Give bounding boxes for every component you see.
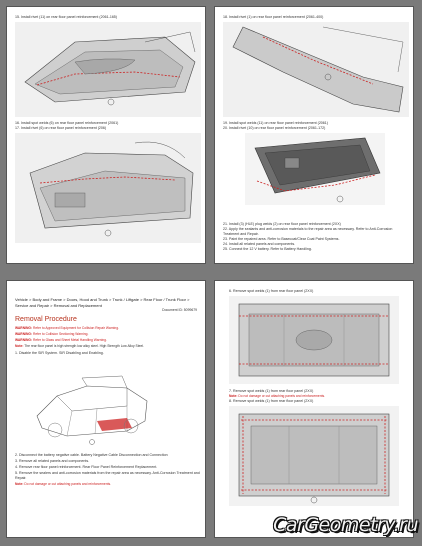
warning-text[interactable]: Refer to Glass and Sheet Metal Handling Warning.	[32, 338, 107, 342]
note-1	[15, 344, 144, 348]
floor-weld-bottom-illustration	[229, 406, 399, 506]
warning-3	[15, 338, 107, 342]
step-3: 3. Remove all related panels and components.	[15, 459, 90, 463]
note-text: Do not damage or cut attaching panels and reinforcements.	[238, 394, 326, 398]
warning-2	[15, 332, 88, 336]
car-body-illustration	[27, 366, 157, 446]
step-7: 7. Remove spot welds (1) from rear floor panel (2XX)	[229, 389, 314, 393]
manual-page-2	[214, 6, 414, 264]
step-6: 6. Remove spot welds (1) from rear floor panel (2XX)	[229, 289, 314, 293]
note-2	[15, 482, 111, 486]
manual-page-3	[6, 280, 206, 538]
note-label: Note:	[229, 394, 238, 398]
step-25: 25. Connect the 12 V battery. Refer to Battery Handling.	[223, 247, 312, 251]
page-title: Removal Procedure	[15, 316, 77, 323]
step-2: 2. Disconnect the battery negative cable. Battery Negative Cable Disconnection and Connection	[15, 453, 168, 457]
rear-floor-illustration	[15, 22, 201, 117]
step-24: 24. Install all related panels and components.	[223, 242, 296, 246]
site-watermark: CarGeometry.ru	[273, 514, 418, 536]
warning-label: WARNING:	[15, 332, 33, 336]
step-5: 5. Remove the sealers and anti-corrosion materials from the repair area as necessary. Anti-Corrosion Treatment and Repair.	[15, 471, 200, 480]
step-8: 8. Remove spot welds (1) from rear floor panel (2XX)	[229, 399, 314, 403]
figure-rear-floor-reinforcement	[223, 22, 409, 117]
step-22: 22. Apply the sealants and anti-corrosion materials to the repair area as necessary. Refer to Anti-Corrosion Treatment and Repair.	[223, 227, 393, 236]
document-id: Document ID: 5099679	[162, 308, 197, 312]
note-text: The rear floor panel is high strength low alloy steel. High Strength Low Alloy Steel.	[24, 344, 144, 348]
note-label: Note:	[15, 344, 24, 348]
breadcrumb: Vehicle > Body and Frame > Doors, Hood and Trunk > Trunk / Liftgate > Rear Floor / Trunk Floor > Service and Repair > Removal and Replacement	[15, 297, 190, 308]
step-4: 4. Remove rear floor panel reinforcement. Rear Floor Panel Reinforcement Replacement.	[15, 465, 158, 469]
figure-rear-floor-side	[15, 133, 201, 243]
step-15: 15. Install rivet (11) on rear floor panel reinforcement (2061-165)	[15, 15, 118, 19]
warning-text[interactable]: Refer to Collision Sectioning Warning.	[32, 332, 89, 336]
step-20: 20. Install rivet (10) on rear floor panel reinforcement (2061-172)	[223, 126, 326, 130]
step-17: 17. Install rivet (6) on rear floor panel reinforcement (206)	[15, 126, 107, 130]
floor-panel-illustration	[245, 133, 385, 205]
warning-1	[15, 326, 119, 330]
step-1: 1. Disable the SIR System. SIR Disabling and Enabling.	[15, 351, 104, 355]
figure-floor-panel	[245, 133, 385, 205]
step-23: 23. Paint the repaired area. Refer to Basecoat/Clear Coat Paint Systems.	[223, 237, 340, 241]
note-label: Note:	[15, 482, 24, 486]
warning-label: WARNING:	[15, 338, 33, 342]
warning-label: WARNING:	[15, 326, 33, 330]
step-21: 21. Install (3) (HLE) plug welds (2) on rear floor panel reinforcement (2XX)	[223, 222, 341, 226]
warning-text[interactable]: Refer to Approved Equipment for Collision Repair Warning.	[32, 326, 119, 330]
note-3	[229, 394, 325, 398]
reinforcement-illustration	[223, 22, 409, 117]
step-19: 19. Install spot welds (11) on rear floor panel reinforcement (2061)	[223, 121, 329, 125]
rear-floor-side-illustration	[15, 133, 201, 243]
manual-page-1	[6, 6, 206, 264]
figure-rear-floor-rear	[15, 22, 201, 117]
step-16: 16. Install spot welds (6) on rear floor panel reinforcement (2061)	[15, 121, 119, 125]
manual-page-4	[214, 280, 414, 538]
step-18: 18. Install rivet (1) on rear floor panel reinforcement (2061-400)	[223, 15, 324, 19]
floor-weld-top-illustration	[229, 296, 399, 384]
figure-body-structure	[27, 366, 157, 446]
note-text: Do not damage or cut attaching panels and reinforcements.	[24, 482, 112, 486]
figure-floor-welds-top	[229, 296, 399, 384]
figure-floor-welds-bottom	[229, 406, 399, 506]
